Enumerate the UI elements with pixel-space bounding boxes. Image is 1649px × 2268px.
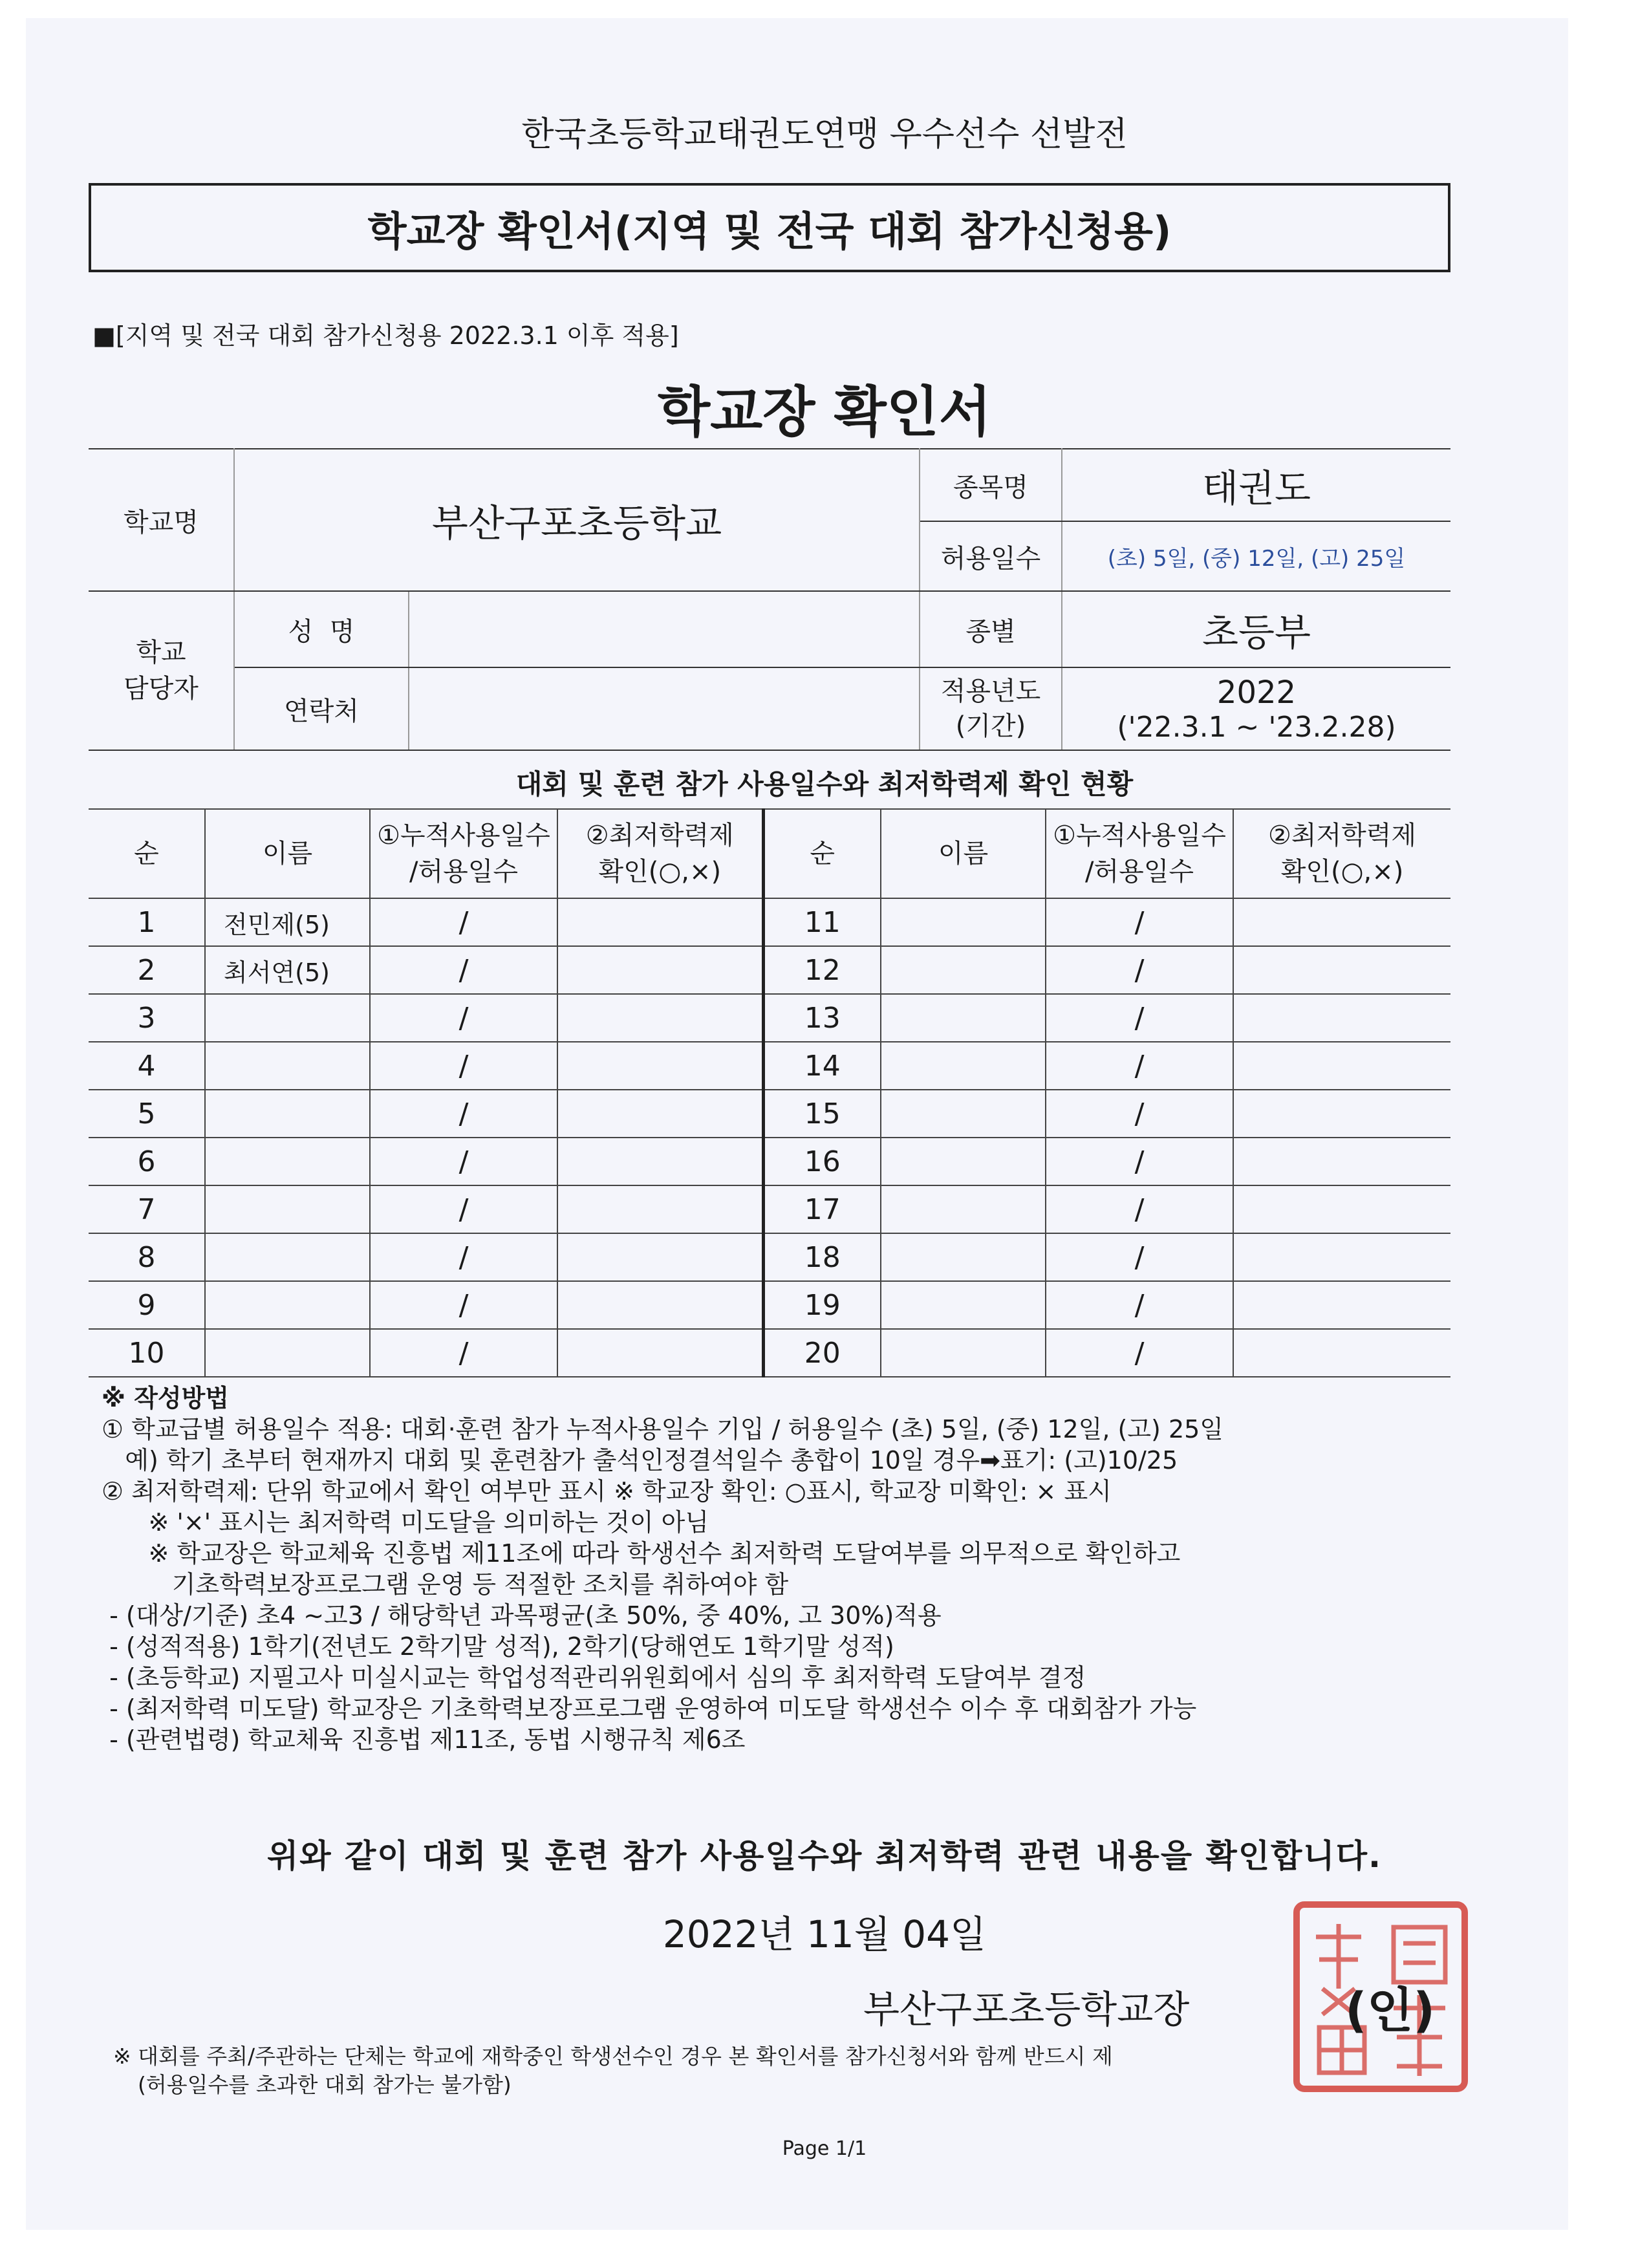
col-name-header: 이름 [205, 809, 370, 898]
apply-period-value: ('22.3.1 ~ '23.2.28) [1117, 710, 1396, 744]
academic-check [1233, 1281, 1450, 1329]
manager-contact-value [409, 667, 920, 750]
main-title: 학교장 확인서 [657, 380, 992, 444]
applicability-note: ■[지역 및 전국 대회 참가신청용 2022.3.1 이후 적용] [92, 321, 679, 350]
days-used: / [1046, 1138, 1233, 1185]
manager-name-label: 성 명 [234, 591, 409, 667]
row-num: 3 [89, 994, 205, 1042]
days-used: / [1046, 1185, 1233, 1233]
student-name [205, 1138, 370, 1185]
allowed-days-value: (초) 5일, (중) 12일, (고) 25일 [1062, 521, 1450, 591]
row-num: 18 [763, 1233, 881, 1281]
student-name [205, 1185, 370, 1233]
row-num: 17 [763, 1185, 881, 1233]
student-name [881, 1329, 1046, 1377]
usage-row [89, 1185, 1450, 1233]
row-num: 13 [763, 994, 881, 1042]
apply-year-cell [1062, 667, 1450, 750]
academic-check [557, 1042, 763, 1090]
guide-line: 기초학력보장프로그램 운영 등 적절한 조치를 취하여야 함 [102, 1570, 789, 1599]
student-name [881, 1138, 1046, 1185]
usage-header-row [89, 809, 1450, 898]
guide-lines [102, 1414, 1447, 1755]
row-num: 14 [763, 1042, 881, 1090]
academic-check [557, 994, 763, 1042]
writing-guide [102, 1383, 1447, 1755]
academic-check [1233, 898, 1450, 946]
usage-row [89, 1138, 1450, 1185]
student-name: 전민제(5) [205, 898, 370, 946]
days-used: / [1046, 1042, 1233, 1090]
row-num: 11 [763, 898, 881, 946]
days-used: / [1046, 946, 1233, 994]
student-name [881, 898, 1046, 946]
row-num: 1 [89, 898, 205, 946]
manager-contact-label: 연락처 [234, 667, 409, 750]
guide-line: 예) 학기 초부터 현재까지 대회 및 훈련참가 출석인정결석일수 총합이 10일 경우➡표기: (고)10/25 [102, 1446, 1178, 1474]
seal-label: (인) [1345, 1983, 1436, 2038]
issue-date: 2022년 11월 04일 [662, 1912, 987, 1956]
principal-name: 부산구포초등학교장 [863, 1987, 1190, 2031]
usage-row [89, 1281, 1450, 1329]
days-used: / [370, 1281, 557, 1329]
student-name [205, 1233, 370, 1281]
footer-note [113, 2042, 1290, 2099]
org-title: 한국초등학교태권도연맹 우수선수 선발전 [521, 115, 1128, 154]
days-used: / [370, 1090, 557, 1138]
usage-table [89, 808, 1450, 1377]
academic-check [557, 898, 763, 946]
footer-line-2: (허용일수를 초과한 대회 참가는 불가함) [138, 2072, 512, 2097]
row-num: 9 [89, 1281, 205, 1329]
guide-line: ※ '×' 표시는 최저학력 미도달을 의미하는 것이 아님 [102, 1508, 709, 1537]
academic-check [557, 1138, 763, 1185]
event-label: 종목명 [920, 449, 1062, 521]
academic-check [557, 1090, 763, 1138]
academic-check [1233, 1138, 1450, 1185]
confirmation-statement: 위와 같이 대회 및 훈련 참가 사용일수와 최저학력 관련 내용을 확인합니다. [266, 1837, 1383, 1875]
usage-row [89, 1233, 1450, 1281]
days-used: / [1046, 1281, 1233, 1329]
allowed-days-label: 허용일수 [920, 521, 1062, 591]
student-name [881, 1281, 1046, 1329]
usage-row [89, 1329, 1450, 1377]
col-days-header: ①누적사용일수 /허용일수 [1046, 809, 1233, 898]
guide-line: ※ 학교장은 학교체육 진흥법 제11조에 따라 학생선수 최저학력 도달여부를 의무적으로 확인하고 [102, 1539, 1181, 1568]
days-used: / [370, 994, 557, 1042]
student-name [881, 946, 1046, 994]
row-num: 8 [89, 1233, 205, 1281]
usage-row [89, 898, 1450, 946]
row-num: 15 [763, 1090, 881, 1138]
academic-check [557, 1185, 763, 1233]
event-value: 태권도 [1062, 449, 1450, 521]
academic-check [557, 1329, 763, 1377]
days-used: / [370, 1042, 557, 1090]
guide-line: ② 최저학력제: 단위 학교에서 확인 여부만 표시 ※ 학교장 확인: ○표시, 학교장 미확인: × 표시 [102, 1477, 1112, 1506]
row-num: 20 [763, 1329, 881, 1377]
col-days-header: ①누적사용일수 /허용일수 [370, 809, 557, 898]
row-num: 5 [89, 1090, 205, 1138]
days-used: / [1046, 1090, 1233, 1138]
category-label: 종별 [920, 591, 1062, 667]
col-academic-header: ②최저학력제 확인(○,×) [1233, 809, 1450, 898]
usage-row [89, 1042, 1450, 1090]
academic-check [1233, 1233, 1450, 1281]
apply-year-label: 적용년도 (기간) [920, 667, 1062, 750]
days-used: / [370, 1185, 557, 1233]
manager-label: 학교 담당자 [89, 591, 234, 750]
academic-check [557, 1281, 763, 1329]
student-name [881, 1042, 1046, 1090]
footer-line-1: ※ 대회를 주최/주관하는 단체는 학교에 재학중인 학생선수인 경우 본 확인서를 참가신청서와 함께 반드시 제 [113, 2044, 1113, 2069]
academic-check [1233, 1042, 1450, 1090]
doc-title: 학교장 확인서(지역 및 전국 대회 참가신청용) [367, 207, 1172, 255]
guide-line: - (관련법령) 학교체육 진흥법 제11조, 동법 시행규칙 제6조 [102, 1725, 746, 1754]
doc-title-box [89, 183, 1450, 272]
guide-line: - (최저학력 미도달) 학교장은 기초학력보장프로그램 운영하여 미도달 학생선수 이수 후 대회참가 가능 [102, 1694, 1197, 1723]
academic-check [557, 946, 763, 994]
academic-check [1233, 1185, 1450, 1233]
row-num: 16 [763, 1138, 881, 1185]
school-name: 부산구포초등학교 [234, 449, 920, 591]
academic-check [1233, 1329, 1450, 1377]
apply-year-value: 2022 [1216, 674, 1297, 711]
row-num: 19 [763, 1281, 881, 1329]
days-used: / [1046, 1329, 1233, 1377]
days-used: / [370, 1138, 557, 1185]
days-used: / [370, 898, 557, 946]
student-name [881, 1185, 1046, 1233]
days-used: / [1046, 1233, 1233, 1281]
row-num: 6 [89, 1138, 205, 1185]
academic-check [1233, 946, 1450, 994]
student-name [205, 1281, 370, 1329]
info-table [89, 448, 1450, 751]
manager-name-value [409, 591, 920, 667]
col-num-header: 순 [763, 809, 881, 898]
category-value: 초등부 [1062, 591, 1450, 667]
guide-line: - (성적적용) 1학기(전년도 2학기말 성적), 2학기(당해연도 1학기말 성적) [102, 1632, 894, 1661]
days-used: / [370, 1329, 557, 1377]
row-num: 7 [89, 1185, 205, 1233]
usage-section-title: 대회 및 훈련 참가 사용일수와 최저학력제 확인 현황 [515, 768, 1134, 800]
student-name [881, 994, 1046, 1042]
page-number: Page 1/1 [782, 2137, 867, 2160]
usage-row [89, 1090, 1450, 1138]
school-label: 학교명 [89, 449, 234, 591]
student-name [205, 1329, 370, 1377]
guide-heading: ※ 작성방법 [102, 1384, 230, 1412]
row-num: 12 [763, 946, 881, 994]
academic-check [1233, 994, 1450, 1042]
student-name [205, 1042, 370, 1090]
academic-check [1233, 1090, 1450, 1138]
col-num-header: 순 [89, 809, 205, 898]
student-name [205, 1090, 370, 1138]
student-name [881, 1233, 1046, 1281]
academic-check [557, 1233, 763, 1281]
usage-row [89, 946, 1450, 994]
days-used: / [370, 1233, 557, 1281]
guide-line: - (초등학교) 지필고사 미실시교는 학업성적관리위원회에서 심의 후 최저학력 도달여부 결정 [102, 1663, 1086, 1692]
days-used: / [1046, 898, 1233, 946]
guide-line: - (대상/기준) 초4 ~고3 / 해당학년 과목평균(초 50%, 중 40%, 고 30%)적용 [102, 1601, 942, 1630]
row-num: 2 [89, 946, 205, 994]
col-academic-header: ②최저학력제 확인(○,×) [557, 809, 763, 898]
days-used: / [1046, 994, 1233, 1042]
row-num: 10 [89, 1329, 205, 1377]
col-name-header: 이름 [881, 809, 1046, 898]
student-name: 최서연(5) [205, 946, 370, 994]
usage-row [89, 994, 1450, 1042]
student-name [881, 1090, 1046, 1138]
guide-line: ① 학교급별 허용일수 적용: 대회·훈련 참가 누적사용일수 기입 / 허용일수 (초) 5일, (중) 12일, (고) 25일 [102, 1415, 1224, 1443]
student-name [205, 994, 370, 1042]
days-used: / [370, 946, 557, 994]
row-num: 4 [89, 1042, 205, 1090]
